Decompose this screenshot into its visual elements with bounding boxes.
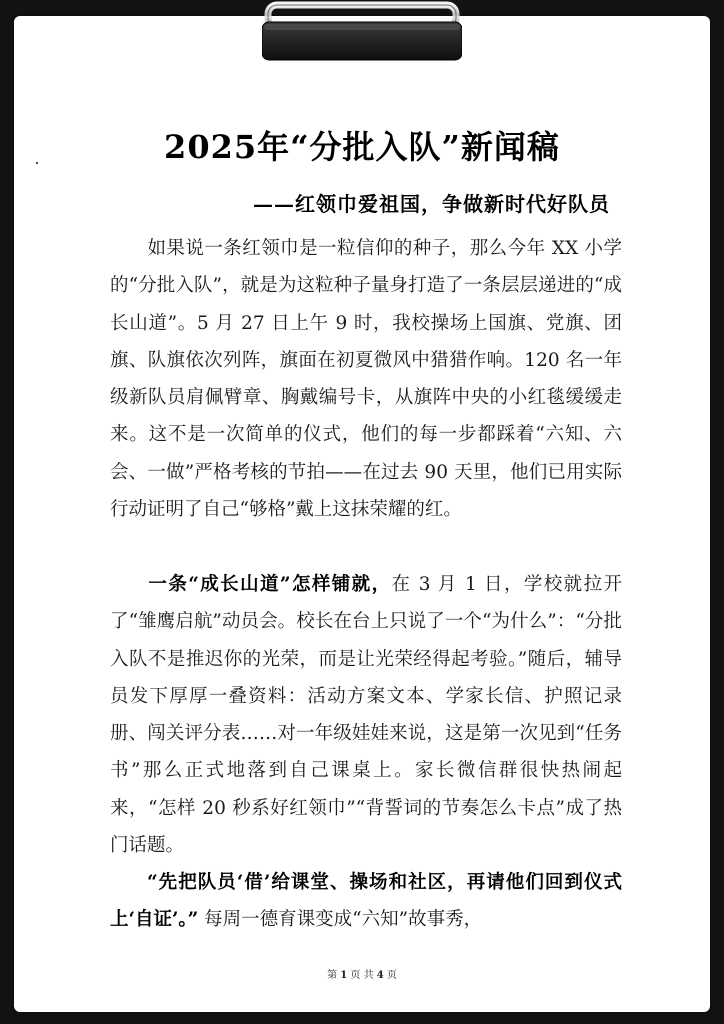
paragraph-1 [110, 230, 622, 528]
paragraph-1-text: 如果说一条红领巾是一粒信仰的种子，那么今年 XX 小学的“分批入队”，就是为这粒种子量身打造了一条层层递进的“成长山道”。5 月 27 日上午 9 时，我校操场上国旗、党旗、团旗、队旗依次列阵，旗面在初夏微风中猎猎作响。120 名一年级新队员肩佩臂章、胸戴编号卡，从旗阵中央的小红毯缓缓走来。这不是一次简单的仪式，他们的每一步都踩着“六知、六会、一做”严格考核的节拍——在过去 90 天里，他们已用实际行动证明了自己“够格”戴上这抹荣耀的红。 [110, 238, 622, 521]
footer-current-page: 1 [340, 970, 348, 981]
paragraph-3-lead: “先把队员‘借’给课堂、操场和社区，再请他们回到仪式上‘自证’。” [110, 872, 622, 931]
paragraph-2 [110, 566, 622, 864]
footer-total-pages: 4 [376, 970, 384, 981]
document-page [14, 16, 710, 1012]
paragraph-3 [110, 864, 622, 939]
paragraph-2-text: 在 3 月 1 日，学校就拉开了“雏鹰启航”动员会。校长在台上只说了一个“为什么”：“分批入队不是推迟你的光荣，而是让光荣经得起考验。”随后，辅导员发下厚厚一叠资料：活动方案文本、学家长信、护照记录册、闯关评分表……对一年级娃娃来说，这是第一次见到“任务书”那么正式地落到自己课桌上。家长微信群很快热闹起来，“怎样 20 秒系好红领巾”“背誓词的节奏怎么卡点”成了热门话题。 [110, 574, 622, 857]
document-title: 2025年“分批入队”新闻稿 [164, 128, 560, 166]
page-footer [14, 966, 710, 981]
footer-prefix: 第 [327, 970, 338, 981]
clipboard-clip-icon [262, 0, 462, 62]
paragraph-2-lead: 一条“成长山道”怎样铺就， [147, 574, 392, 595]
paragraph-3-text: 每周一德育课变成“六知”故事秀， [198, 909, 483, 931]
footer-suffix: 页 [386, 970, 397, 981]
document-subtitle: ——红领巾爱祖国，争做新时代好队员 [253, 192, 610, 216]
footer-middle: 页 共 [350, 970, 374, 981]
